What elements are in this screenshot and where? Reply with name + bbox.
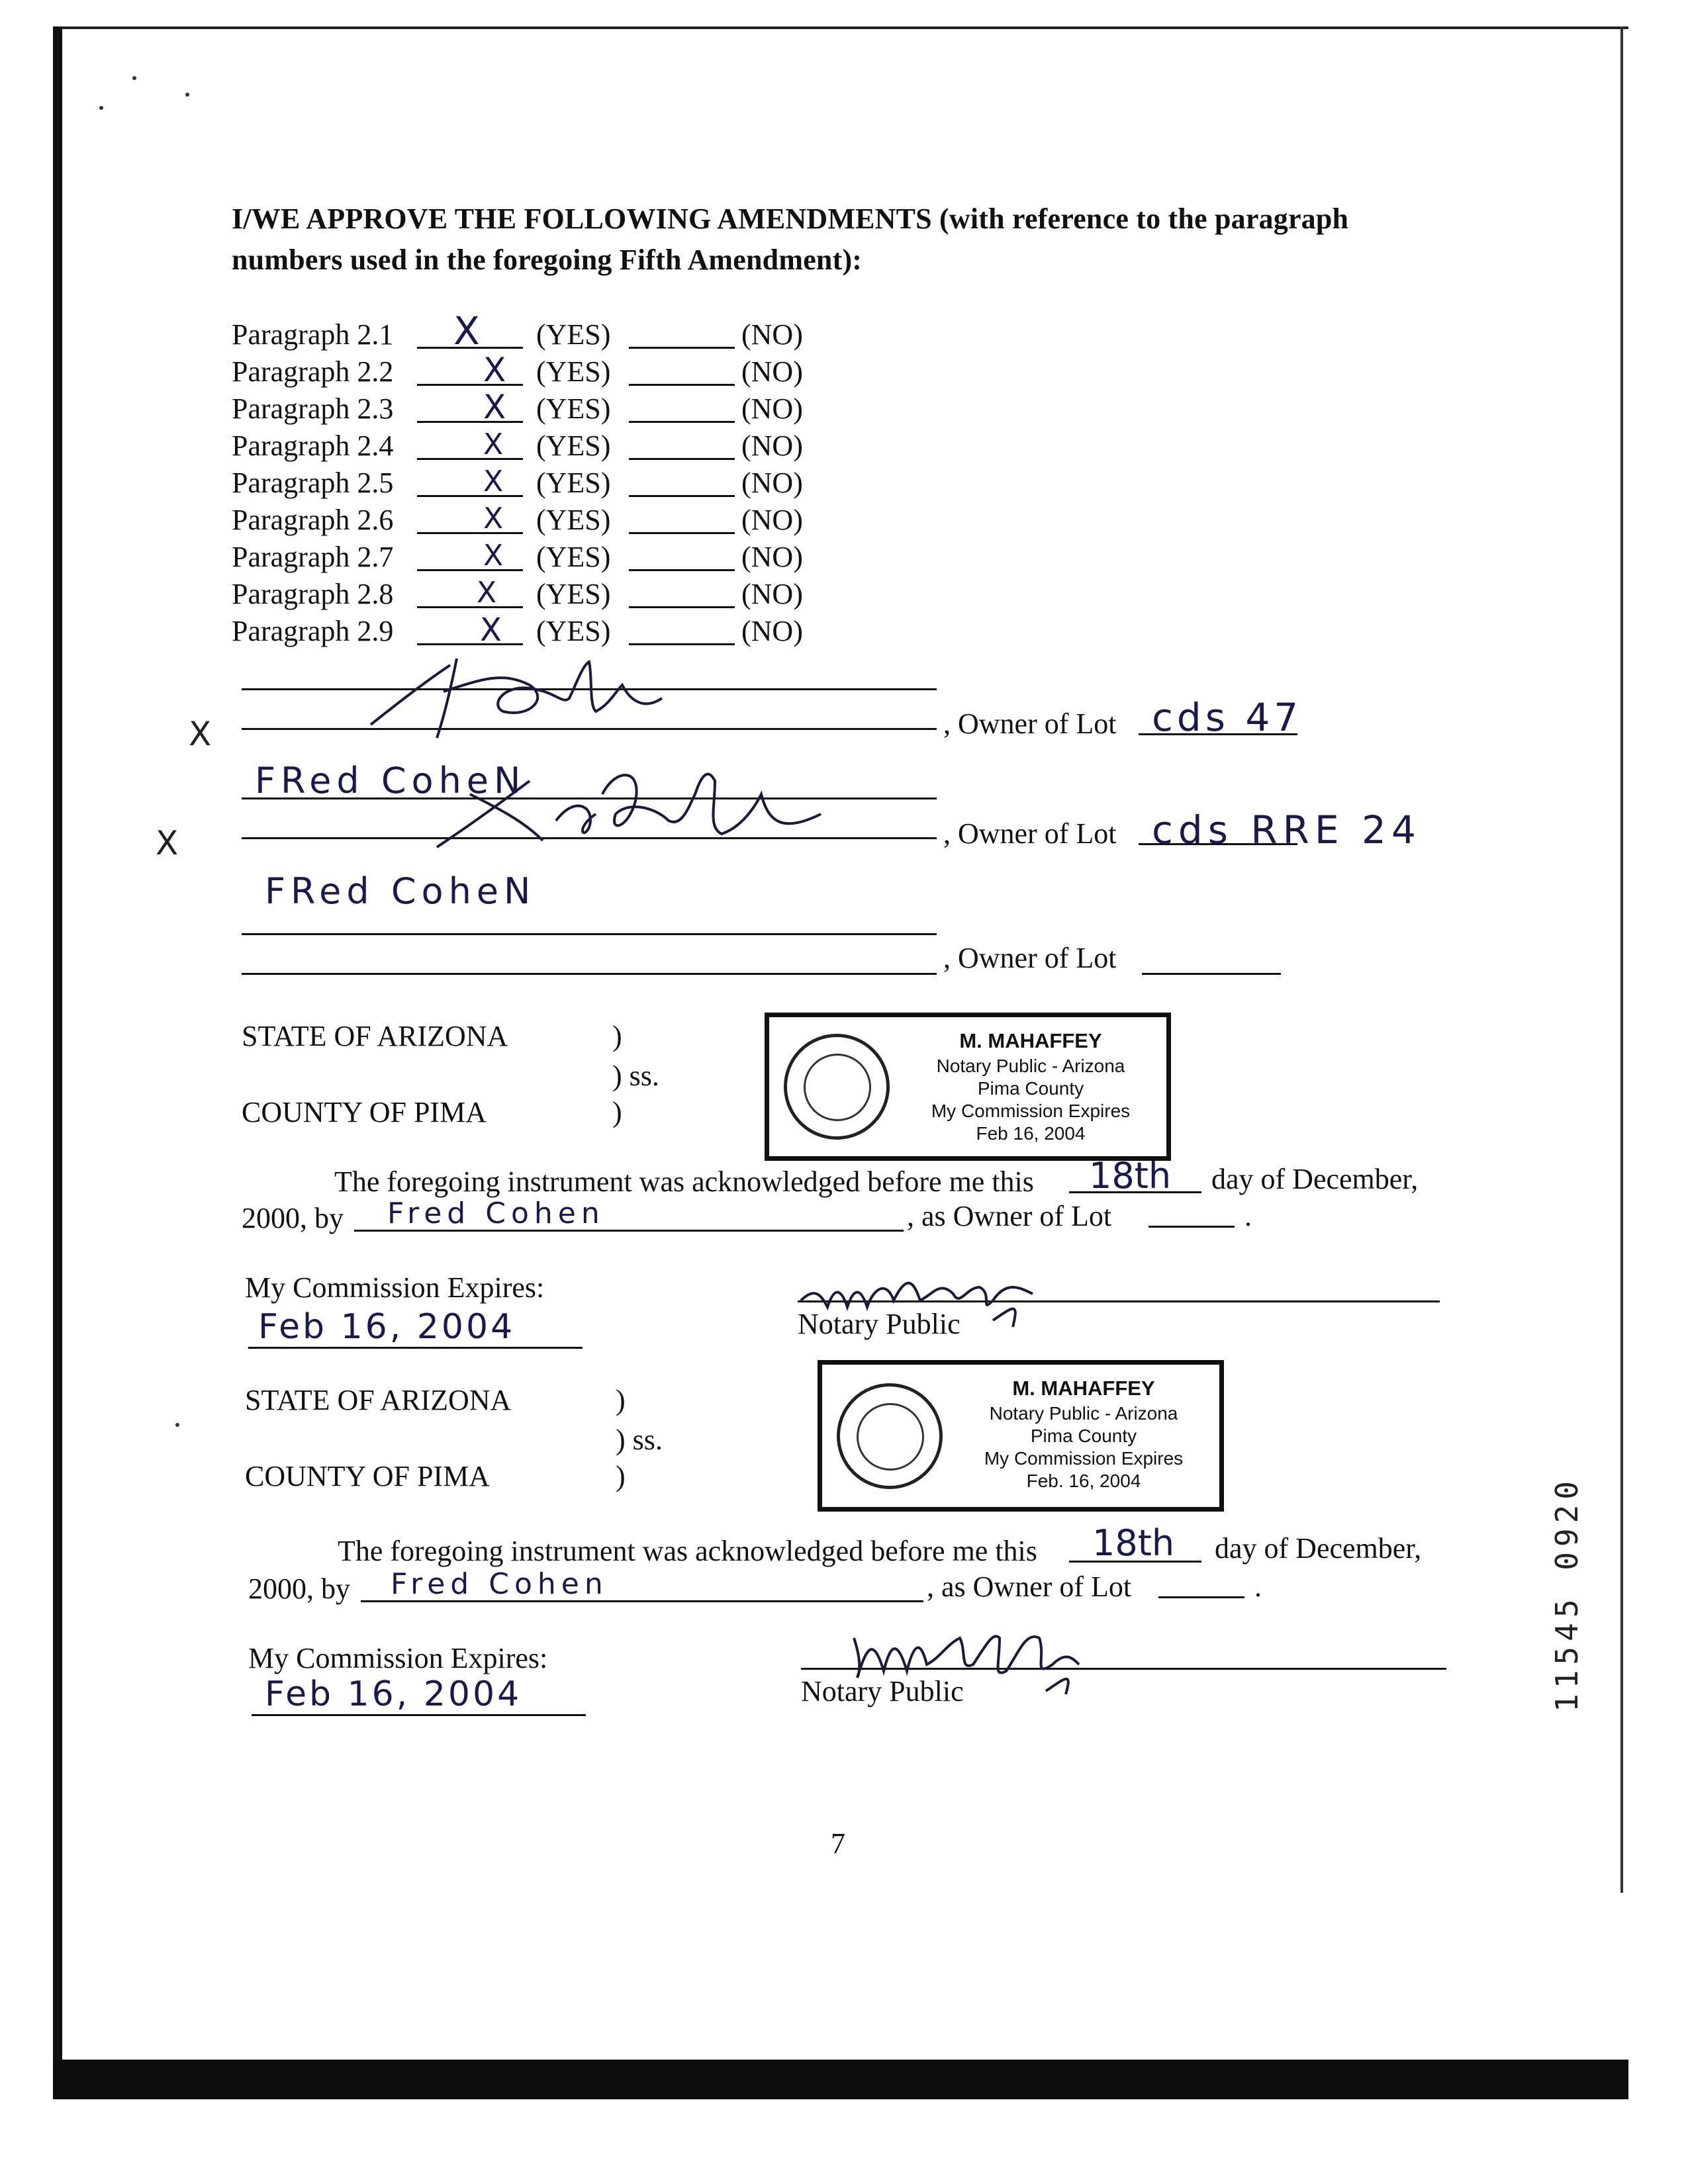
no-label: (NO) bbox=[741, 430, 803, 462]
yes-mark: X bbox=[483, 465, 504, 498]
ack-prefix: The foregoing instrument was acknowledged before me this bbox=[334, 1165, 1034, 1198]
yes-mark: X bbox=[477, 576, 497, 610]
no-label: (NO) bbox=[741, 467, 803, 499]
commission-date-line[interactable] bbox=[252, 1714, 586, 1716]
owner-signature-1 bbox=[331, 652, 702, 745]
as-owner-label: , as Owner of Lot bbox=[907, 1200, 1112, 1232]
lot-number-value: cds RRE 24 bbox=[1152, 807, 1421, 852]
yes-label: (YES) bbox=[536, 392, 611, 425]
period: . bbox=[1254, 1570, 1262, 1603]
owner-of-lot-label: , Owner of Lot bbox=[943, 942, 1117, 974]
stamp-line-3: Pima County bbox=[977, 1078, 1084, 1099]
lot-number-line[interactable] bbox=[1142, 973, 1281, 975]
yes-label: (YES) bbox=[536, 467, 611, 499]
ss-label: ) ss. bbox=[616, 1424, 663, 1456]
paren-2: ) bbox=[612, 1096, 622, 1128]
no-label: (NO) bbox=[741, 392, 803, 425]
sign-here-x-mark: X bbox=[156, 824, 179, 862]
no-label: (NO) bbox=[741, 578, 803, 610]
year-by-label: 2000, by bbox=[248, 1572, 350, 1605]
page-border-right bbox=[1620, 26, 1623, 1893]
yes-blank[interactable] bbox=[417, 503, 523, 534]
no-label: (NO) bbox=[741, 355, 803, 388]
yes-blank[interactable] bbox=[417, 392, 523, 423]
yes-label: (YES) bbox=[536, 615, 611, 647]
period: . bbox=[1244, 1200, 1252, 1232]
ack-suffix: day of December, bbox=[1215, 1532, 1422, 1565]
signature-line[interactable] bbox=[242, 973, 937, 975]
commission-date-value: Feb 16, 2004 bbox=[265, 1674, 522, 1714]
no-blank[interactable] bbox=[629, 429, 735, 460]
page-border-bottom bbox=[53, 2060, 1628, 2099]
owner-lot-line[interactable] bbox=[1149, 1226, 1235, 1228]
county-label: COUNTY OF PIMA bbox=[242, 1096, 487, 1128]
signature-line-upper bbox=[242, 933, 937, 935]
stamp-name: M. MAHAFFEY bbox=[959, 1029, 1102, 1052]
scan-speck bbox=[99, 106, 103, 110]
paragraph-label: Paragraph 2.9 bbox=[232, 615, 394, 647]
yes-mark: X bbox=[483, 502, 504, 535]
page-border-left bbox=[53, 26, 62, 2065]
no-blank[interactable] bbox=[629, 355, 735, 386]
yes-mark: X bbox=[483, 428, 504, 461]
yes-blank[interactable] bbox=[417, 466, 523, 497]
ack-day-value: 18th bbox=[1092, 1522, 1175, 1564]
yes-label: (YES) bbox=[536, 355, 611, 388]
ack-prefix: The foregoing instrument was acknowledged before me this bbox=[338, 1535, 1037, 1567]
state-label: STATE OF ARIZONA bbox=[242, 1020, 508, 1052]
no-blank[interactable] bbox=[629, 540, 735, 571]
scan-speck bbox=[175, 1423, 179, 1427]
sign-here-x-mark: X bbox=[189, 715, 212, 753]
commission-date-value: Feb 16, 2004 bbox=[258, 1307, 516, 1347]
yes-label: (YES) bbox=[536, 430, 611, 462]
yes-mark: X bbox=[483, 388, 506, 426]
no-label: (NO) bbox=[741, 318, 803, 351]
commission-expires-label: My Commission Expires: bbox=[245, 1271, 545, 1304]
owner-lot-line[interactable] bbox=[1158, 1596, 1244, 1598]
no-label: (NO) bbox=[741, 504, 803, 536]
paragraph-label: Paragraph 2.2 bbox=[232, 355, 394, 388]
ack-suffix: day of December, bbox=[1211, 1163, 1419, 1195]
state-seal-inner-icon bbox=[857, 1403, 924, 1471]
owner-printed-name: FRed CoheN bbox=[265, 870, 536, 912]
yes-blank[interactable] bbox=[417, 355, 523, 386]
no-blank[interactable] bbox=[629, 503, 735, 534]
paragraph-label: Paragraph 2.1 bbox=[232, 318, 394, 351]
scan-speck bbox=[132, 76, 136, 80]
state-seal-inner-icon bbox=[804, 1054, 871, 1121]
paragraph-label: Paragraph 2.5 bbox=[232, 467, 394, 499]
owner-printed-name: FRed CoheN bbox=[255, 760, 526, 801]
state-label: STATE OF ARIZONA bbox=[245, 1384, 512, 1416]
by-name-value: Fred Cohen bbox=[391, 1567, 608, 1601]
scan-speck bbox=[185, 93, 189, 97]
no-blank[interactable] bbox=[629, 466, 735, 497]
recording-number: 11545 0920 bbox=[1549, 1476, 1585, 1712]
stamp-line-2: Notary Public - Arizona bbox=[936, 1056, 1125, 1076]
paren-1: ) bbox=[612, 1020, 622, 1052]
lot-number-value: cds 47 bbox=[1152, 695, 1303, 740]
year-by-label: 2000, by bbox=[242, 1202, 344, 1234]
heading-line-1: I/WE APPROVE THE FOLLOWING AMENDMENTS (with reference to the paragraph bbox=[232, 203, 1349, 235]
county-label: COUNTY OF PIMA bbox=[245, 1460, 490, 1492]
yes-mark: X bbox=[483, 351, 506, 389]
no-blank[interactable] bbox=[629, 318, 735, 349]
yes-blank[interactable] bbox=[417, 577, 523, 608]
notary-stamp bbox=[818, 1360, 1224, 1512]
no-label: (NO) bbox=[741, 615, 803, 647]
yes-mark: X bbox=[480, 612, 502, 649]
no-blank[interactable] bbox=[629, 392, 735, 423]
stamp-line-2: Notary Public - Arizona bbox=[989, 1403, 1178, 1424]
stamp-line-5: Feb. 16, 2004 bbox=[1026, 1471, 1141, 1491]
paren-1: ) bbox=[616, 1384, 626, 1416]
owner-of-lot-label: , Owner of Lot bbox=[943, 707, 1117, 740]
yes-label: (YES) bbox=[536, 318, 611, 351]
stamp-line-5: Feb 16, 2004 bbox=[976, 1123, 1086, 1144]
ss-label: ) ss. bbox=[612, 1060, 659, 1092]
commission-expires-label: My Commission Expires: bbox=[248, 1642, 548, 1674]
commission-date-line[interactable] bbox=[248, 1347, 583, 1349]
yes-blank[interactable] bbox=[417, 614, 523, 645]
owner-of-lot-label: , Owner of Lot bbox=[943, 817, 1117, 850]
no-blank[interactable] bbox=[629, 614, 735, 645]
yes-blank[interactable] bbox=[417, 429, 523, 460]
yes-label: (YES) bbox=[536, 578, 611, 610]
paragraph-label: Paragraph 2.4 bbox=[232, 430, 394, 462]
amendments-heading bbox=[232, 199, 1489, 281]
paragraph-label: Paragraph 2.3 bbox=[232, 392, 394, 425]
no-blank[interactable] bbox=[629, 577, 735, 608]
yes-label: (YES) bbox=[536, 541, 611, 573]
yes-mark: X bbox=[453, 308, 480, 353]
owner-signature-2 bbox=[424, 754, 887, 860]
as-owner-label: , as Owner of Lot bbox=[927, 1570, 1132, 1603]
yes-mark: X bbox=[483, 539, 504, 572]
stamp-name: M. MAHAFFEY bbox=[1012, 1377, 1155, 1400]
page-number: 7 bbox=[831, 1827, 845, 1860]
stamp-line-3: Pima County bbox=[1030, 1426, 1137, 1446]
notary-stamp bbox=[765, 1013, 1171, 1161]
notary-public-label: Notary Public bbox=[798, 1308, 961, 1340]
page-border-top bbox=[53, 26, 1628, 29]
notary-public-label: Notary Public bbox=[801, 1675, 964, 1707]
paragraph-label: Paragraph 2.8 bbox=[232, 578, 394, 610]
yes-blank[interactable] bbox=[417, 540, 523, 571]
heading-line-2: numbers used in the foregoing Fifth Amendment): bbox=[232, 244, 863, 276]
paren-2: ) bbox=[616, 1460, 626, 1492]
stamp-line-4: My Commission Expires bbox=[931, 1101, 1131, 1121]
stamp-line-4: My Commission Expires bbox=[984, 1448, 1184, 1469]
by-name-value: Fred Cohen bbox=[387, 1197, 605, 1230]
paragraph-label: Paragraph 2.6 bbox=[232, 504, 394, 536]
paragraph-label: Paragraph 2.7 bbox=[232, 541, 394, 573]
ack-day-value: 18th bbox=[1089, 1155, 1172, 1197]
no-label: (NO) bbox=[741, 541, 803, 573]
yes-label: (YES) bbox=[536, 504, 611, 536]
